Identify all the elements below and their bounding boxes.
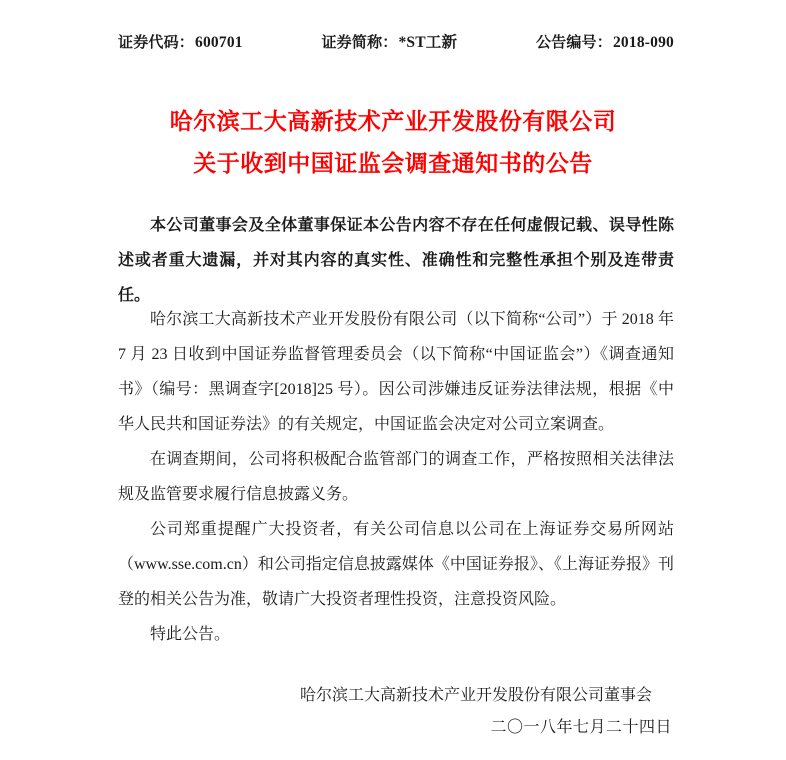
responsibility-statement: 本公司董事会及全体董事保证本公告内容不存在任何虚假记载、误导性陈述或者重大遗漏，并对其内容的真实性、准确性和完整性承担个别及连带责任。	[118, 217, 674, 304]
document-header	[118, 30, 674, 52]
body-paragraph-2: 在调查期间，公司将积极配合监管部门的调查工作，严格按照相关法律法规及监管要求履行信息披露义务。	[118, 451, 674, 503]
signature-block	[118, 680, 674, 744]
body-paragraph-1: 哈尔滨工大高新技术产业开发股份有限公司（以下简称“公司”）于 2018 年 7 月 23 日收到中国证券监督管理委员会（以下简称“中国证监会”）《调查通知书》（编号：黑调查字[2018]25 号）。因公司涉嫌违反证券法律法规，根据《中华人民共和国证券法》的有关规定，中国证监会决定对公司立案调查。	[118, 311, 674, 433]
announcement-number-label: 公告编号：	[535, 34, 612, 51]
stock-code-label: 证券代码：	[118, 34, 195, 51]
title-line-subject: 关于收到中国证监会调查通知书的公告	[193, 150, 593, 176]
stock-code-value: 600701	[195, 34, 243, 51]
announcement-number-value: 2018-090	[612, 34, 674, 51]
body-paragraph-3: 公司郑重提醒广大投资者，有关公司信息以公司在上海证券交易所网站（www.sse.com.cn）和公司指定信息披露媒体《中国证券报》、《上海证券报》刊登的相关公告为准，敬请广大投资者理性投资，注意投资风险。	[118, 521, 674, 608]
signature-company: 哈尔滨工大高新技术产业开发股份有限公司董事会	[299, 687, 652, 704]
signature-date: 二〇一八年七月二十四日	[490, 719, 672, 736]
stock-name-field	[321, 30, 457, 52]
title-line-company: 哈尔滨工大高新技术产业开发股份有限公司	[169, 108, 617, 134]
stock-name-value: *ST工新	[398, 34, 458, 51]
announcement-number-field	[536, 31, 674, 52]
announcement-body	[118, 302, 674, 652]
announcement-title	[0, 100, 786, 184]
stock-code-field	[118, 31, 243, 52]
stock-name-label: 证券简称：	[321, 34, 398, 51]
body-paragraph-4: 特此公告。	[150, 626, 231, 643]
